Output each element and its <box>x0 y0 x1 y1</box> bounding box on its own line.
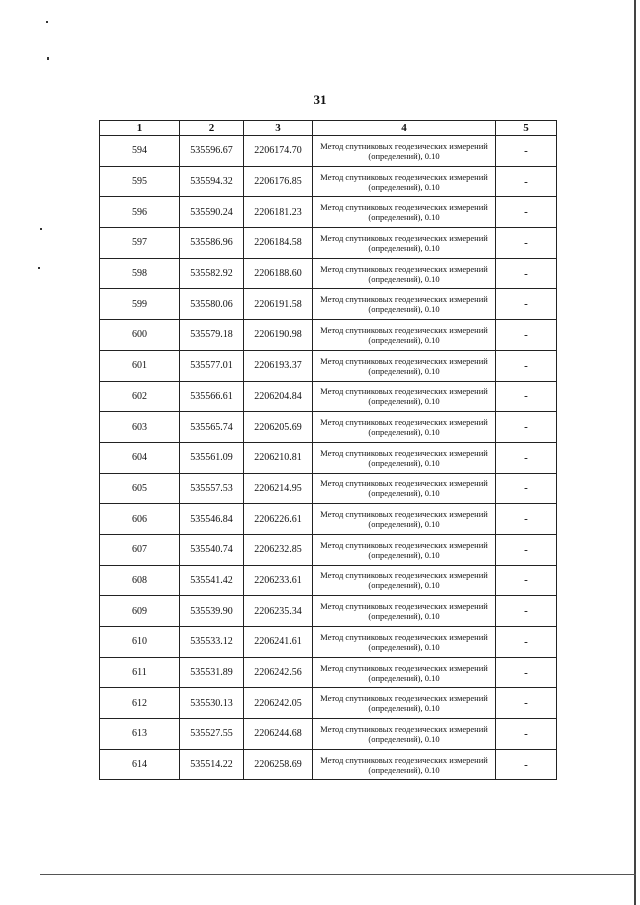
table-row <box>100 136 557 167</box>
point-number-cell: 610 <box>100 627 180 658</box>
x-coordinate-cell: 535530.13 <box>180 688 244 719</box>
y-coordinate-cell: 2206242.56 <box>244 657 313 688</box>
header-cell: 2 <box>180 121 244 136</box>
x-coordinate-cell: 535527.55 <box>180 719 244 750</box>
column-5-cell: - <box>496 719 557 750</box>
y-coordinate-cell: 2206258.69 <box>244 749 313 780</box>
y-coordinate-cell: 2206205.69 <box>244 412 313 443</box>
column-5-cell: - <box>496 166 557 197</box>
x-coordinate-cell: 535596.67 <box>180 136 244 167</box>
method-cell: Метод спутниковых геодезических измерений (определений), 0.10 <box>313 473 496 504</box>
column-5-cell: - <box>496 657 557 688</box>
point-number-cell: 596 <box>100 197 180 228</box>
column-5-cell: - <box>496 596 557 627</box>
point-number-cell: 600 <box>100 320 180 351</box>
point-number-cell: 609 <box>100 596 180 627</box>
y-coordinate-cell: 2206191.58 <box>244 289 313 320</box>
table-row <box>100 504 557 535</box>
table-row <box>100 688 557 719</box>
x-coordinate-cell: 535582.92 <box>180 258 244 289</box>
method-cell: Метод спутниковых геодезических измерений (определений), 0.10 <box>313 504 496 535</box>
x-coordinate-cell: 535579.18 <box>180 320 244 351</box>
column-5-cell: - <box>496 473 557 504</box>
point-number-cell: 603 <box>100 412 180 443</box>
table-row <box>100 596 557 627</box>
y-coordinate-cell: 2206241.61 <box>244 627 313 658</box>
method-cell: Метод спутниковых геодезических измерений (определений), 0.10 <box>313 197 496 228</box>
point-number-cell: 611 <box>100 657 180 688</box>
y-coordinate-cell: 2206226.61 <box>244 504 313 535</box>
method-cell: Метод спутниковых геодезических измерений (определений), 0.10 <box>313 565 496 596</box>
y-coordinate-cell: 2206233.61 <box>244 565 313 596</box>
table-row <box>100 473 557 504</box>
method-cell: Метод спутниковых геодезических измерений (определений), 0.10 <box>313 381 496 412</box>
scan-speck <box>40 228 42 230</box>
point-number-cell: 604 <box>100 442 180 473</box>
table-row <box>100 627 557 658</box>
column-5-cell: - <box>496 258 557 289</box>
point-number-cell: 607 <box>100 534 180 565</box>
table-row <box>100 289 557 320</box>
method-cell: Метод спутниковых геодезических измерений (определений), 0.10 <box>313 596 496 627</box>
method-cell: Метод спутниковых геодезических измерений (определений), 0.10 <box>313 350 496 381</box>
point-number-cell: 613 <box>100 719 180 750</box>
method-cell: Метод спутниковых геодезических измерений (определений), 0.10 <box>313 228 496 259</box>
column-5-cell: - <box>496 534 557 565</box>
table-row <box>100 442 557 473</box>
column-5-cell: - <box>496 749 557 780</box>
table-row <box>100 166 557 197</box>
header-cell: 3 <box>244 121 313 136</box>
column-5-cell: - <box>496 228 557 259</box>
method-cell: Метод спутниковых геодезических измерений (определений), 0.10 <box>313 442 496 473</box>
table-row <box>100 381 557 412</box>
x-coordinate-cell: 535557.53 <box>180 473 244 504</box>
x-coordinate-cell: 535531.89 <box>180 657 244 688</box>
x-coordinate-cell: 535590.24 <box>180 197 244 228</box>
table-row <box>100 228 557 259</box>
y-coordinate-cell: 2206190.98 <box>244 320 313 351</box>
table-row <box>100 657 557 688</box>
column-5-cell: - <box>496 320 557 351</box>
y-coordinate-cell: 2206174.70 <box>244 136 313 167</box>
column-5-cell: - <box>496 688 557 719</box>
header-cell: 1 <box>100 121 180 136</box>
y-coordinate-cell: 2206244.68 <box>244 719 313 750</box>
table-row <box>100 258 557 289</box>
method-cell: Метод спутниковых геодезических измерений (определений), 0.10 <box>313 534 496 565</box>
method-cell: Метод спутниковых геодезических измерений (определений), 0.10 <box>313 289 496 320</box>
scan-edge-line <box>634 0 636 905</box>
table-row <box>100 350 557 381</box>
table-row <box>100 719 557 750</box>
x-coordinate-cell: 535565.74 <box>180 412 244 443</box>
y-coordinate-cell: 2206232.85 <box>244 534 313 565</box>
point-number-cell: 605 <box>100 473 180 504</box>
page-number: 31 <box>313 92 327 107</box>
x-coordinate-cell: 535594.32 <box>180 166 244 197</box>
point-number-cell: 606 <box>100 504 180 535</box>
point-number-cell: 595 <box>100 166 180 197</box>
point-number-cell: 612 <box>100 688 180 719</box>
table-row <box>100 197 557 228</box>
table-row <box>100 565 557 596</box>
x-coordinate-cell: 535566.61 <box>180 381 244 412</box>
column-5-cell: - <box>496 197 557 228</box>
column-5-cell: - <box>496 565 557 596</box>
scan-speck <box>46 21 48 23</box>
point-number-cell: 602 <box>100 381 180 412</box>
y-coordinate-cell: 2206242.05 <box>244 688 313 719</box>
y-coordinate-cell: 2206193.37 <box>244 350 313 381</box>
method-cell: Метод спутниковых геодезических измерений (определений), 0.10 <box>313 719 496 750</box>
column-5-cell: - <box>496 504 557 535</box>
method-cell: Метод спутниковых геодезических измерений (определений), 0.10 <box>313 258 496 289</box>
coordinates-table <box>99 120 557 780</box>
y-coordinate-cell: 2206210.81 <box>244 442 313 473</box>
method-cell: Метод спутниковых геодезических измерений (определений), 0.10 <box>313 320 496 351</box>
header-cell: 5 <box>496 121 557 136</box>
table-row <box>100 320 557 351</box>
column-5-cell: - <box>496 381 557 412</box>
y-coordinate-cell: 2206204.84 <box>244 381 313 412</box>
method-cell: Метод спутниковых геодезических измерений (определений), 0.10 <box>313 657 496 688</box>
method-cell: Метод спутниковых геодезических измерений (определений), 0.10 <box>313 688 496 719</box>
x-coordinate-cell: 535580.06 <box>180 289 244 320</box>
x-coordinate-cell: 535577.01 <box>180 350 244 381</box>
column-5-cell: - <box>496 289 557 320</box>
point-number-cell: 614 <box>100 749 180 780</box>
table-row <box>100 412 557 443</box>
scan-speck <box>38 267 40 269</box>
column-5-cell: - <box>496 627 557 658</box>
scan-speck <box>47 57 49 60</box>
point-number-cell: 597 <box>100 228 180 259</box>
y-coordinate-cell: 2206176.85 <box>244 166 313 197</box>
x-coordinate-cell: 535514.22 <box>180 749 244 780</box>
x-coordinate-cell: 535541.42 <box>180 565 244 596</box>
point-number-cell: 598 <box>100 258 180 289</box>
column-5-cell: - <box>496 412 557 443</box>
table-header-row <box>100 121 557 136</box>
method-cell: Метод спутниковых геодезических измерений (определений), 0.10 <box>313 166 496 197</box>
y-coordinate-cell: 2206214.95 <box>244 473 313 504</box>
method-cell: Метод спутниковых геодезических измерений (определений), 0.10 <box>313 136 496 167</box>
y-coordinate-cell: 2206188.60 <box>244 258 313 289</box>
point-number-cell: 594 <box>100 136 180 167</box>
x-coordinate-cell: 535533.12 <box>180 627 244 658</box>
x-coordinate-cell: 535586.96 <box>180 228 244 259</box>
x-coordinate-cell: 535546.84 <box>180 504 244 535</box>
scan-bottom-line <box>40 874 636 875</box>
header-cell: 4 <box>313 121 496 136</box>
method-cell: Метод спутниковых геодезических измерений (определений), 0.10 <box>313 412 496 443</box>
table-row <box>100 534 557 565</box>
y-coordinate-cell: 2206235.34 <box>244 596 313 627</box>
column-5-cell: - <box>496 442 557 473</box>
point-number-cell: 601 <box>100 350 180 381</box>
method-cell: Метод спутниковых геодезических измерений (определений), 0.10 <box>313 627 496 658</box>
method-cell: Метод спутниковых геодезических измерений (определений), 0.10 <box>313 749 496 780</box>
point-number-cell: 599 <box>100 289 180 320</box>
point-number-cell: 608 <box>100 565 180 596</box>
column-5-cell: - <box>496 136 557 167</box>
column-5-cell: - <box>496 350 557 381</box>
x-coordinate-cell: 535539.90 <box>180 596 244 627</box>
x-coordinate-cell: 535540.74 <box>180 534 244 565</box>
x-coordinate-cell: 535561.09 <box>180 442 244 473</box>
y-coordinate-cell: 2206184.58 <box>244 228 313 259</box>
y-coordinate-cell: 2206181.23 <box>244 197 313 228</box>
table-row <box>100 749 557 780</box>
